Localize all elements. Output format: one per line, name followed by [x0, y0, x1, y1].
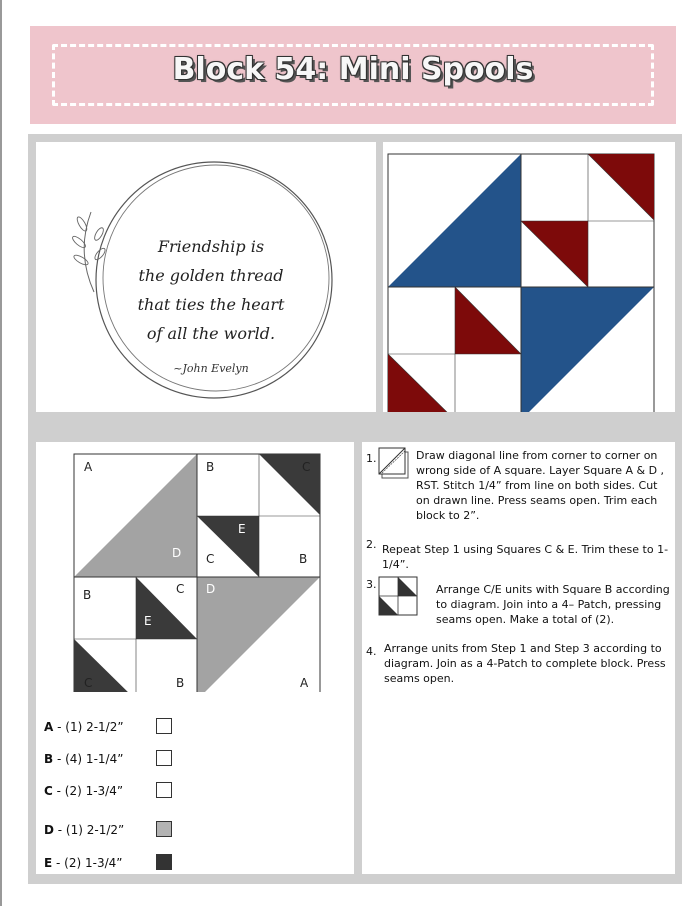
four-patch-icon — [378, 576, 418, 616]
step-number: 4. — [366, 645, 377, 658]
title-banner — [30, 26, 676, 124]
cutting-letter: B — [44, 752, 54, 766]
diagram-label: E — [266, 490, 274, 504]
cutting-letter: A — [44, 720, 54, 734]
quote-panel — [36, 142, 376, 412]
block-image-panel — [383, 142, 675, 412]
content-frame — [28, 134, 682, 884]
cutting-size: - (2) 1-3/4” — [52, 784, 124, 798]
quote-line: Friendship is — [157, 237, 265, 256]
step-4-text: Arrange units from Step 1 and Step 3 according to diagram. Join as a 4-Patch to complete block. Press seams open. — [384, 642, 666, 685]
cutting-size: - (2) 1-3/4” — [52, 856, 123, 870]
page-edge — [0, 0, 2, 906]
quilt-block-image — [383, 142, 675, 412]
diagram-label: E — [114, 645, 122, 659]
instructions-panel — [362, 442, 675, 874]
diagram-label: A — [300, 676, 309, 690]
swatch-gray — [156, 821, 172, 837]
diagram-label: E — [144, 614, 152, 628]
swatch-white — [156, 782, 172, 798]
diagram-label: E — [238, 522, 246, 536]
diagram-label: D — [206, 582, 216, 596]
cutting-letter: E — [44, 856, 53, 870]
diagonal-square-icon — [378, 446, 412, 480]
quote-author: ~John Evelyn — [173, 362, 249, 375]
swatch-white — [156, 718, 172, 734]
cutting-size: - (1) 2-1/2” — [53, 823, 125, 837]
quote-line: of all the world. — [146, 324, 276, 343]
cutting-size: - (4) 1-1/4” — [53, 752, 124, 766]
step-number: 1. — [366, 452, 377, 465]
diagram-label: D — [172, 546, 182, 560]
page-title: Block 54: Mini Spools — [172, 52, 534, 87]
cutting-letter: D — [44, 823, 54, 837]
cutting-letter: C — [44, 784, 53, 798]
diagram-label: C — [176, 582, 185, 596]
swatch-white — [156, 750, 172, 766]
diagram-label: A — [84, 460, 93, 474]
quote-text — [136, 232, 286, 348]
swatch-dark — [156, 854, 172, 870]
quote-line: that ties the heart — [137, 295, 285, 314]
step-2-text: Repeat Step 1 using Squares C & E. Trim these to 1-1/4”. — [382, 543, 669, 571]
step-number: 3. — [366, 578, 377, 591]
block-diagram — [36, 442, 354, 692]
diagram-label: C — [84, 676, 93, 690]
step-number: 2. — [366, 538, 377, 551]
cutting-size: - (1) 2-1/2” — [53, 720, 124, 734]
diagram-label: B — [83, 588, 92, 602]
quote-line: the golden thread — [138, 266, 284, 285]
diagram-label: C — [206, 552, 215, 566]
step-1-text: Draw diagonal line from corner to corner on wrong side of A square. Layer Square A & D , RST. Stitch 1/4” from line on both sides. Cut on drawn line. Press seams open. Trim each block to 2”. — [416, 449, 665, 522]
diagram-panel — [36, 442, 354, 874]
diagram-label: B — [299, 552, 308, 566]
diagram-label: B — [206, 460, 215, 474]
diagram-label: B — [176, 676, 185, 690]
diagram-label: C — [302, 460, 311, 474]
step-3-text: Arrange C/E units with Square B according to diagram. Join into a 4– Patch, pressing seams open. Make a total of (2). — [436, 583, 670, 626]
